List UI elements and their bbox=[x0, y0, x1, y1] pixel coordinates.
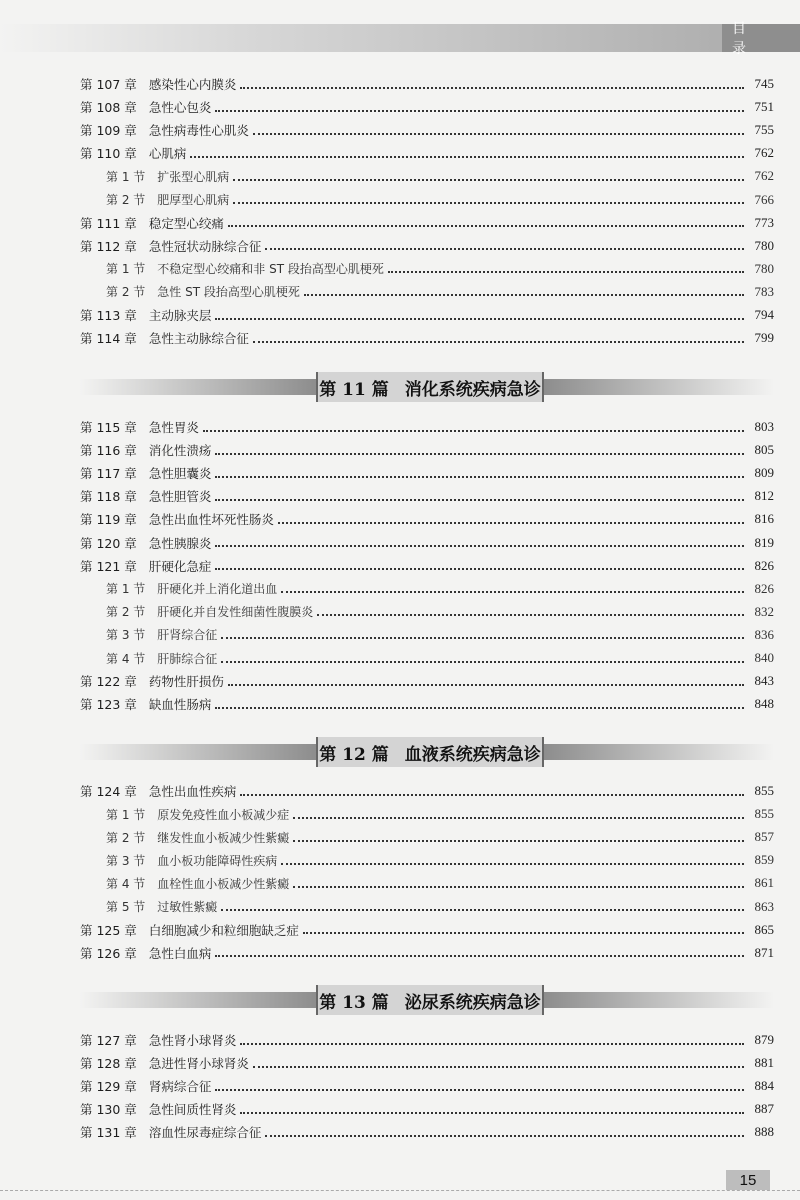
dot-leader bbox=[228, 683, 744, 686]
entry-title: 肝肺综合征 bbox=[157, 651, 218, 666]
toc-chapter-row[interactable] bbox=[80, 694, 774, 714]
entry-title: 消化性溃疡 bbox=[148, 443, 212, 459]
entry-number: 第 120 章 bbox=[80, 535, 137, 551]
dot-leader bbox=[221, 908, 744, 911]
entry-number: 第 3 节 bbox=[106, 628, 146, 643]
entry-number: 第 108 章 bbox=[80, 100, 137, 116]
entry-number: 第 5 节 bbox=[106, 900, 146, 914]
toc-chapter-row[interactable] bbox=[80, 417, 774, 437]
entry-number: 第 123 章 bbox=[80, 697, 137, 713]
dot-leader bbox=[233, 178, 744, 181]
toc-section-row[interactable] bbox=[80, 166, 774, 186]
entry-page-number: 766 bbox=[754, 191, 774, 207]
dot-leader bbox=[215, 706, 744, 709]
entry-number: 第 111 章 bbox=[80, 215, 137, 231]
entry-number: 第 2 节 bbox=[106, 193, 146, 207]
entry-title: 心肌病 bbox=[148, 146, 187, 162]
entry-page-number: 843 bbox=[754, 673, 774, 689]
dot-leader bbox=[190, 155, 744, 158]
dot-leader bbox=[215, 567, 744, 570]
dot-leader bbox=[304, 293, 744, 296]
entry-page-number: 884 bbox=[754, 1078, 774, 1094]
toc-section-row[interactable] bbox=[80, 190, 774, 210]
entry-title: 急性胰腺炎 bbox=[148, 535, 212, 551]
entry-number: 第 1 节 bbox=[106, 807, 146, 822]
part-title bbox=[316, 985, 544, 1015]
toc-section-row[interactable] bbox=[80, 827, 774, 847]
entry-page-number: 832 bbox=[754, 603, 774, 619]
entry-number: 第 128 章 bbox=[80, 1056, 137, 1072]
dot-leader bbox=[293, 885, 744, 888]
entry-title: 肝肾综合征 bbox=[157, 628, 218, 643]
entry-title: 急性出血性疾病 bbox=[148, 784, 237, 799]
entry-page-number: 794 bbox=[754, 307, 774, 322]
entry-title: 急性肾小球肾炎 bbox=[148, 1033, 237, 1048]
entry-number: 第 4 节 bbox=[106, 876, 146, 891]
dot-leader bbox=[240, 1042, 744, 1045]
toc-chapter-row[interactable] bbox=[80, 533, 774, 553]
dot-leader bbox=[233, 201, 744, 204]
entry-number: 第 112 章 bbox=[80, 238, 137, 254]
entry-title: 缺血性肠病 bbox=[148, 697, 212, 713]
toc-chapter-row[interactable] bbox=[80, 509, 774, 529]
entry-number: 第 131 章 bbox=[80, 1125, 137, 1141]
entry-page-number: 762 bbox=[754, 145, 774, 161]
entry-page-number: 812 bbox=[754, 488, 774, 504]
entry-number: 第 129 章 bbox=[80, 1079, 137, 1095]
dot-leader bbox=[240, 793, 744, 796]
entry-number: 第 125 章 bbox=[80, 922, 137, 938]
entry-number: 第 1 节 bbox=[106, 169, 146, 184]
part-band-left bbox=[80, 992, 316, 1008]
entry-page-number: 755 bbox=[754, 122, 774, 138]
entry-number: 第 127 章 bbox=[80, 1033, 137, 1048]
entry-page-number: 888 bbox=[754, 1124, 774, 1140]
entry-number: 第 126 章 bbox=[80, 945, 137, 961]
entry-number: 第 109 章 bbox=[80, 123, 137, 139]
toc-chapter-row[interactable] bbox=[80, 556, 774, 576]
entry-title: 急性心包炎 bbox=[148, 100, 212, 116]
toc-chapter-row[interactable] bbox=[80, 671, 774, 691]
dot-leader bbox=[253, 132, 744, 135]
header-section-label: 目 录 bbox=[722, 24, 800, 52]
dot-leader bbox=[253, 1065, 744, 1068]
entry-page-number: 745 bbox=[754, 76, 774, 91]
dot-leader bbox=[293, 816, 744, 819]
entry-page-number: 855 bbox=[754, 806, 774, 822]
dot-leader bbox=[303, 931, 744, 934]
dot-leader bbox=[278, 521, 744, 524]
entry-number: 第 114 章 bbox=[80, 331, 137, 347]
dot-leader bbox=[215, 1088, 744, 1091]
header-band bbox=[0, 24, 800, 52]
entry-page-number: 780 bbox=[754, 237, 774, 253]
toc-section-row[interactable] bbox=[80, 282, 774, 302]
entry-title: 急性胃炎 bbox=[148, 420, 199, 435]
entry-number: 第 1 节 bbox=[106, 262, 146, 277]
entry-page-number: 859 bbox=[754, 852, 774, 868]
entry-page-number: 855 bbox=[754, 783, 774, 798]
part-title bbox=[316, 737, 544, 767]
toc-chapter-row[interactable] bbox=[80, 74, 774, 94]
toc-chapter-row[interactable] bbox=[80, 1122, 774, 1142]
part-title bbox=[316, 372, 544, 402]
entry-number: 第 2 节 bbox=[106, 830, 146, 845]
dot-leader bbox=[265, 1134, 744, 1137]
dot-leader bbox=[281, 862, 744, 865]
entry-page-number: 881 bbox=[754, 1055, 774, 1071]
entry-title: 原发免疫性血小板减少症 bbox=[157, 807, 290, 822]
toc-section-row[interactable] bbox=[80, 850, 774, 870]
entry-page-number: 799 bbox=[754, 330, 774, 346]
dot-leader bbox=[215, 317, 744, 320]
entry-page-number: 773 bbox=[754, 214, 774, 230]
dot-leader bbox=[215, 109, 744, 112]
entry-number: 第 124 章 bbox=[80, 784, 137, 799]
entry-title: 白细胞减少和粒细胞缺乏症 bbox=[148, 922, 299, 938]
entry-page-number: 879 bbox=[754, 1032, 774, 1047]
entry-title: 肝硬化并上消化道出血 bbox=[157, 582, 278, 597]
toc-chapter-row[interactable] bbox=[80, 1076, 774, 1096]
entry-title: 急性病毒性心肌炎 bbox=[148, 123, 249, 139]
dot-leader bbox=[265, 247, 744, 250]
entry-title: 急性出血性坏死性肠炎 bbox=[148, 512, 274, 528]
entry-number: 第 110 章 bbox=[80, 146, 137, 162]
entry-title: 急性主动脉综合征 bbox=[148, 331, 249, 347]
entry-page-number: 819 bbox=[754, 534, 774, 550]
part-heading-13 bbox=[0, 985, 800, 1015]
dot-leader bbox=[215, 498, 744, 501]
part-band-right bbox=[544, 992, 774, 1008]
entry-page-number: 887 bbox=[754, 1101, 774, 1117]
toc-section-row[interactable] bbox=[80, 897, 774, 917]
entry-page-number: 803 bbox=[754, 419, 774, 434]
entry-title: 继发性血小板减少性紫癜 bbox=[157, 830, 290, 845]
entry-title: 血栓性血小板减少性紫癜 bbox=[157, 876, 290, 891]
toc-chapter-row[interactable] bbox=[80, 213, 774, 233]
toc-chapter-row[interactable] bbox=[80, 463, 774, 483]
entry-title: 扩张型心肌病 bbox=[157, 169, 230, 184]
dot-leader bbox=[240, 1111, 744, 1114]
entry-page-number: 861 bbox=[754, 875, 774, 891]
entry-title: 稳定型心绞痛 bbox=[148, 215, 224, 231]
entry-page-number: 762 bbox=[754, 168, 774, 184]
toc-chapter-row[interactable] bbox=[80, 1030, 774, 1050]
toc-chapter-row[interactable] bbox=[80, 143, 774, 163]
entry-page-number: 780 bbox=[754, 260, 774, 276]
entry-page-number: 805 bbox=[754, 442, 774, 458]
entry-page-number: 809 bbox=[754, 465, 774, 481]
entry-page-number: 871 bbox=[754, 944, 774, 960]
toc-chapter-row[interactable] bbox=[80, 97, 774, 117]
entry-number: 第 107 章 bbox=[80, 77, 137, 92]
part-heading-11 bbox=[0, 372, 800, 402]
entry-title: 急性白血病 bbox=[148, 945, 212, 961]
toc-section-row[interactable] bbox=[80, 648, 774, 668]
dot-leader bbox=[293, 839, 744, 842]
entry-title: 溶血性尿毒症综合征 bbox=[148, 1125, 262, 1141]
entry-page-number: 848 bbox=[754, 696, 774, 712]
entry-number: 第 4 节 bbox=[106, 651, 146, 666]
dot-leader bbox=[203, 429, 744, 432]
entry-page-number: 840 bbox=[754, 650, 774, 665]
part-name: 泌尿系统疾病急诊 bbox=[404, 992, 541, 1013]
toc-section-row[interactable] bbox=[80, 602, 774, 622]
entry-number: 第 119 章 bbox=[80, 512, 137, 528]
toc-chapter-row[interactable] bbox=[80, 328, 774, 348]
part-band-left bbox=[80, 744, 316, 760]
toc-chapter-row[interactable] bbox=[80, 486, 774, 506]
dot-leader bbox=[215, 954, 744, 957]
entry-number: 第 115 章 bbox=[80, 420, 137, 435]
dot-leader bbox=[215, 475, 744, 478]
entry-page-number: 836 bbox=[754, 626, 774, 642]
dot-leader bbox=[221, 636, 744, 639]
entry-title: 急性 ST 段抬高型心肌梗死 bbox=[157, 285, 300, 300]
toc-section-row[interactable] bbox=[80, 259, 774, 279]
entry-number: 第 130 章 bbox=[80, 1102, 137, 1118]
entry-title: 肥厚型心肌病 bbox=[157, 193, 230, 207]
entry-title: 肝硬化急症 bbox=[148, 558, 212, 574]
part-number: 第 11 篇 bbox=[319, 379, 389, 400]
toc-chapter-row[interactable] bbox=[80, 236, 774, 256]
part-band-right bbox=[544, 744, 774, 760]
toc-section-row[interactable] bbox=[80, 625, 774, 645]
entry-number: 第 116 章 bbox=[80, 443, 137, 459]
footer-rule bbox=[0, 1190, 800, 1191]
part-band-left bbox=[80, 379, 316, 395]
entry-number: 第 117 章 bbox=[80, 466, 137, 482]
dot-leader bbox=[215, 544, 744, 547]
toc-chapter-row[interactable] bbox=[80, 440, 774, 460]
toc-section-row[interactable] bbox=[80, 804, 774, 824]
part-name: 血液系统疾病急诊 bbox=[404, 744, 541, 765]
toc-chapter-row[interactable] bbox=[80, 1099, 774, 1119]
page-number: 15 bbox=[726, 1170, 770, 1190]
entry-number: 第 2 节 bbox=[106, 605, 146, 620]
entry-title: 过敏性紫癜 bbox=[157, 900, 218, 914]
entry-number: 第 118 章 bbox=[80, 489, 137, 505]
entry-number: 第 1 节 bbox=[106, 582, 146, 597]
entry-page-number: 826 bbox=[754, 580, 774, 596]
dot-leader bbox=[228, 224, 744, 227]
part-band-right bbox=[544, 379, 774, 395]
dot-leader bbox=[317, 613, 744, 616]
dot-leader bbox=[281, 590, 744, 593]
entry-title: 急性间质性肾炎 bbox=[148, 1102, 237, 1118]
entry-page-number: 751 bbox=[754, 99, 774, 115]
toc-section-row[interactable] bbox=[80, 579, 774, 599]
entry-title: 肾病综合征 bbox=[148, 1079, 212, 1095]
entry-title: 肝硬化并自发性细菌性腹膜炎 bbox=[157, 605, 314, 620]
entry-number: 第 122 章 bbox=[80, 674, 137, 690]
dot-leader bbox=[221, 660, 744, 663]
entry-page-number: 857 bbox=[754, 829, 774, 845]
toc-chapter-row[interactable] bbox=[80, 1053, 774, 1073]
part-number: 第 12 篇 bbox=[319, 744, 389, 765]
toc-chapter-row[interactable] bbox=[80, 120, 774, 140]
dot-leader bbox=[253, 340, 744, 343]
entry-page-number: 826 bbox=[754, 557, 774, 573]
entry-number: 第 3 节 bbox=[106, 853, 146, 868]
entry-title: 急性胆囊炎 bbox=[148, 466, 212, 482]
entry-number: 第 2 节 bbox=[106, 285, 146, 300]
dot-leader bbox=[388, 270, 744, 273]
entry-page-number: 865 bbox=[754, 921, 774, 937]
entry-title: 急性胆管炎 bbox=[148, 489, 212, 505]
entry-title: 急进性肾小球肾炎 bbox=[148, 1056, 249, 1072]
entry-title: 急性冠状动脉综合征 bbox=[148, 238, 262, 254]
dot-leader bbox=[215, 452, 744, 455]
toc-chapter-row[interactable] bbox=[80, 943, 774, 963]
part-name: 消化系统疾病急诊 bbox=[404, 379, 541, 400]
dot-leader bbox=[240, 86, 744, 89]
entry-title: 药物性肝损伤 bbox=[148, 674, 224, 690]
toc-chapter-row[interactable] bbox=[80, 305, 774, 325]
entry-title: 感染性心内膜炎 bbox=[148, 77, 237, 92]
entry-title: 不稳定型心绞痛和非 ST 段抬高型心肌梗死 bbox=[157, 262, 384, 277]
entry-title: 主动脉夹层 bbox=[148, 308, 212, 323]
entry-number: 第 121 章 bbox=[80, 558, 137, 574]
entry-page-number: 863 bbox=[754, 898, 774, 914]
part-heading-12 bbox=[0, 737, 800, 767]
toc-section-row[interactable] bbox=[80, 873, 774, 893]
entry-page-number: 783 bbox=[754, 283, 774, 299]
entry-page-number: 816 bbox=[754, 511, 774, 527]
entry-title: 血小板功能障碍性疾病 bbox=[157, 853, 278, 868]
toc-chapter-row[interactable] bbox=[80, 920, 774, 940]
entry-number: 第 113 章 bbox=[80, 308, 137, 323]
part-number: 第 13 篇 bbox=[319, 992, 389, 1013]
toc-chapter-row[interactable] bbox=[80, 781, 774, 801]
